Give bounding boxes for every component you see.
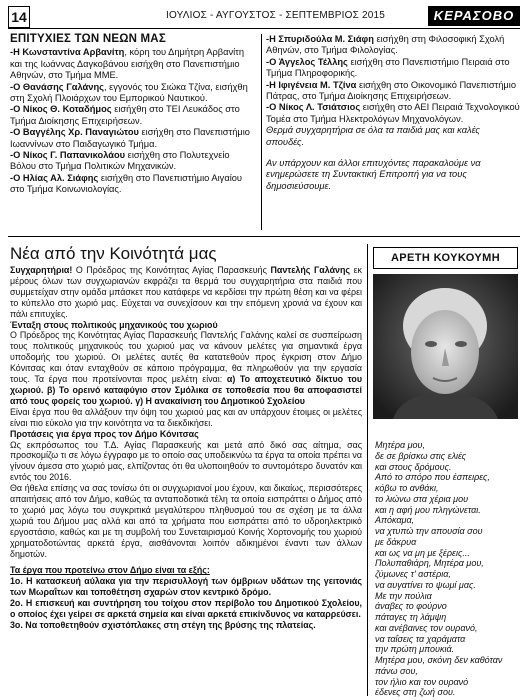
section-divider <box>8 236 520 237</box>
student-name: -Ο Νίκος Θ. Κοταδήμος <box>10 104 112 115</box>
intro-paragraph <box>10 265 362 320</box>
poem-line: Μητέρα μου, <box>375 440 425 450</box>
poem-line: Πολυπαθιάρη, Μητέρα μου, <box>375 558 484 569</box>
column-divider <box>367 244 368 696</box>
entry-text: εισήχθη στη Φιλοσοφική Σχολή Αθηνών, στο Τμήμα Φιλολογίας. <box>266 34 505 56</box>
poem-line: να χτυπώ την απουσία σου <box>375 526 483 536</box>
success-entry <box>10 150 258 173</box>
issue-date: ΙΟΥΛΙΟΣ - ΑΥΓΟΥΣΤΟΣ - ΣΕΠΤΕΜΒΡΙΟΣ 2015 <box>166 10 385 21</box>
success-entry <box>266 102 520 125</box>
poem-line: και η αφή μου πληγώνεται. <box>375 504 481 515</box>
paragraph: Ως εκπρόσωπος του Τ.Δ. Αγίας Παρασκευής και μετά από δικό σας αίτημα, σας προσκομίζω τι σε λόγω έγγραφο με το οποίο σας υποδεικνύω τα έργα τα οποία πρέπει να γίνουν άμεσα στο χωριό μας, ελπίζοντας ότι θα υλοποιηθούν το συντομότερο δυνατόν και εντός του 2016. <box>10 439 362 483</box>
portrait-image <box>373 274 518 419</box>
success-entry <box>10 104 258 127</box>
student-name: -Ο Θανάσης Γαλάνης <box>10 81 104 92</box>
proposal-item: 3ο. Να τοποθετηθούν σχιστόπλακες στη στέγη της βρύσης της πλατείας. <box>10 620 316 630</box>
student-name: -Ο Βαγγέλης Χρ. Παναγιώτου <box>10 127 139 138</box>
poem-line: Μητέρα μου, σκόνη δεν καθόταν <box>375 655 503 665</box>
entry-text: , κόρη του Δημήτρη Αρβανίτη και της Ιωάννας Δαγκοβάνου εισήχθη στο Πανεπιστήμιο Αθηνών, στο Τμήμα ΜΜΕ. <box>10 47 245 81</box>
poem-line: κόβω το ανθάκι, <box>375 483 439 493</box>
poem-line: να αυγατίνει το ψωμί μας. <box>375 579 476 590</box>
student-name: -Ο Ηλίας Αλ. Σιάφης <box>10 172 99 183</box>
entry-text: , εγγονός του Σιώκα Τζίνα, εισήχθη στη Σχολή Πλοιάρχων του Εμπορικού Ναυτικού. <box>10 81 248 104</box>
student-name: -Η Ιφιγένεια Μ. Τζίνα <box>266 79 357 90</box>
successes-right-column <box>266 34 520 192</box>
poem-line: δε σε βρίσκω στις ελιές <box>375 450 467 461</box>
poem-line: με δάκρυα <box>375 536 417 547</box>
poem-line: ζύμωνες τ' αστέρια, <box>375 569 451 579</box>
intro-lead: Συγχαρητήρια! <box>10 265 73 275</box>
poem-line: και στους δρόμους. <box>375 461 452 472</box>
student-name: -Ο Άγγελος Τέλλης <box>266 56 348 67</box>
intro-text: Ο Πρόεδρος της Κοινότητας Αγίας Παρασκευής <box>72 265 271 275</box>
poem-line: το λιώνω στα χέρια μου <box>375 493 469 504</box>
intro-text: εκ μέρους όλων των συγχωριανών εκφράζει τα θερμά του συγχαρητήρια στα παιδιά που συμμετείχαν στην ομάδα μπάσκετ που κατάφερε να κερδίσει την πρώτη θέση και να φέρει το κύπελλο στο χωριό μας. Εύχεται να συνεχίσουν και την επόμενη χρονιά να έχουν και πάλι επιτυχίες. <box>10 265 362 319</box>
paragraph: Είναι έργα που θα αλλάξουν την όψη του χωριού μας και αν υπάρχουν έτοιμες οι μελέτες είναι πιο εύκολο για την κοινότητα να τα διεκδικήσει. <box>10 406 362 428</box>
subheading: Προτάσεις για έργα προς τον Δήμο Κόνιτσας <box>10 428 199 439</box>
author-portrait-photo <box>373 274 518 419</box>
poem-line: Από το σπόρο που έσπειρες, <box>375 472 490 483</box>
poem-line: πάνω σου, <box>375 665 418 676</box>
note-text: Αν υπάρχουν και άλλοι επιτυχόντες παρακαλούμε να ενημερώσετε τη Συντακτική Επιτροπή για να τους δημοσιεύσουμε. <box>266 158 481 191</box>
entry-text: εισήχθη στο Οικονομικό Πανεπιστήμιο Πάτρας, στο Τμήμα Διοίκησης Επιχειρήσεων. <box>266 79 516 102</box>
proposal-item: 2ο. Η επισκευή και συντήρηση του τοίχου στον περίβολο του Δημοτικού Σχολείου, ο οποίος έχει γείρει σε αρκετά σημεία και είναι αρκετά επικίνδυνος να καταρρεύσει. <box>10 598 362 620</box>
poem-line: Απόκαμα, <box>375 515 415 526</box>
success-entry <box>10 173 258 196</box>
page-number: 14 <box>8 6 30 28</box>
poem-line: την πρώτη μπουκιά. <box>375 644 455 655</box>
column-divider <box>261 34 262 230</box>
header-divider <box>8 28 520 29</box>
poem-line: πάταγες τη λάμψη <box>375 612 447 622</box>
student-name: -Η Σπυριδούλα Μ. Σιάφη <box>266 34 374 44</box>
news-article <box>10 265 362 631</box>
entry-text: εισήχθη στο Πολυτεχνείο Βόλου στο Τμήμα Πολιτικών Μηχανικών. <box>10 150 230 172</box>
student-name: -Η Κωνσταντίνα Αρβανίτη <box>10 47 125 58</box>
poem-line: να ταΐσεις τα χαράματα <box>375 633 466 644</box>
entry-text: εισήχθη στο Πανεπιστήμιο Ιωαννίνων στο Παιδαγωγικό Τμήμα. <box>10 127 250 149</box>
entry-text: εισήχθη στο Πανεπιστήμιο Πειραιά στο Τμήμα Πληροφορικής. <box>266 56 510 79</box>
poem-line: άναβες το φούρνο <box>375 601 447 612</box>
news-section-title: Νέα από την Κοινότητά μας <box>10 244 217 263</box>
proposals-title: Τα έργα που προτείνω στον Δήμο είναι τα εξής: <box>10 565 210 576</box>
subheading: Ένταξη στους πολιτικούς μηχανικούς του χωριού <box>10 319 218 330</box>
successes-title: ΕΠΙΤΥΧΙΕΣ ΤΩΝ ΝΕΩΝ ΜΑΣ <box>10 33 166 45</box>
poem-line: και ανέβαινες τον ουρανό, <box>375 622 478 633</box>
poem-text <box>375 440 520 698</box>
poem-author: ΑΡΕΤΗ ΚΟΥΚΟΥΜΗ <box>373 247 518 269</box>
poem-line: Με την πούλια <box>375 590 432 601</box>
student-name: -Ο Νίκος Γ. Παπανικολάου <box>10 150 126 161</box>
success-entry <box>266 80 520 103</box>
entry-text: εισήχθη στο ΤΕΙ Λευκάδος στο Τμήμα Διοίκησης Επιχειρήσεων. <box>10 104 240 126</box>
entry-text: εισήχθη στο Πανεπιστήμιο Αιγαίου στο Τμήμα Κοινωνιολογίας. <box>10 172 243 195</box>
projects-list-text: α) Το αποχετευτικό δίκτυο του χωριού. β) Το ορεινό καταφύγιο στον Σμόλικα σε τοποθεσία που θα αποφασιστεί από τους φορείς του χωριού. γ) Η ανακαίνιση του Δημοτικού Σχολείου <box>10 374 362 406</box>
paragraph-text: Ο Πρόεδρος της Κοινότητας Αγίας Παρασκευής Παντελής Γαλάνης καλεί σε συσπείρωση τους πολιτικούς μηχανικούς του χωριού μας να κάνουν μελέτες για σημαντικά έργα υποδομής του χωριού. Οι μελέτες αυτές θα κατατεθούν προς έγκριση στον Δήμο Κόνιτσας και όταν ενταχθούν σε κάποιο πρόγραμμα, θα πληρωθούν για την εργασία τους. Τα έργα που προτείνονται προς μελέτη είναι: <box>10 330 362 385</box>
successes-left-column <box>10 34 258 196</box>
success-entry <box>266 57 520 80</box>
poem-line: έδενες στη ζωή σου. <box>375 687 456 698</box>
president-name: Παντελής Γαλάνης <box>270 265 351 275</box>
success-entry <box>10 127 258 150</box>
paragraph: Θα ήθελα επίσης να σας τονίσω ότι οι συγχωριανοί μου έχουν, και δικαίως, περισσότερες απαιτήσεις από τον Δήμο, καθώς τα ανταποδοτικά τέλη τα οποία εισπράττει ο Δήμος από το χωριό μας λόγω του συγκριτικά μεγαλύτερου πληθυσμού του σε σχέση με τα άλλα χωριά του Δήμου μας αλλά και από τα χρήματα που εισπράττει από το υδροηλεκτρικό εργοστάσιο, καθώς και με τη συμβολή του Συνεταιρισμού Κοινής Χορτονομής του χωριού χρηματοδοτώντας αρκετά έργα, αισθάνονται λοιπόν αδικημένοι έναντι των άλλων δημοτών. <box>10 483 362 559</box>
poem-line: και ως να μη με ξέρεις... <box>375 547 470 558</box>
success-entry <box>10 47 258 81</box>
page-header <box>8 6 520 28</box>
success-entry <box>10 82 258 105</box>
proposal-item: 1ο. Η κατασκευή αύλακα για την περισυλλογή των όμβριων υδάτων της γειτονιάς των Μωραΐτων και τοποθέτηση σχαρών στον κεντρικό δρόμο. <box>10 576 362 598</box>
wishes-text: Θερμά συγχαρητήρια σε όλα τα παιδιά μας και καλές σπουδές. <box>266 125 480 147</box>
engineers-paragraph <box>10 330 362 406</box>
success-entry <box>266 34 520 57</box>
poem-line: τον ήλιο και τον ουρανό <box>375 676 469 687</box>
student-name: -Ο Νίκος Λ. Τσιάτσιος <box>266 102 361 113</box>
entry-text: εισήχθη στο ΑΕΙ Πειραιά Τεχνολογικού Τομέα στο Τμήμα Ηλεκτρολόγων Μηχανολόγων. <box>266 102 520 124</box>
newspaper-brand: ΚΕΡΑΣΟΒΟ <box>428 6 520 26</box>
